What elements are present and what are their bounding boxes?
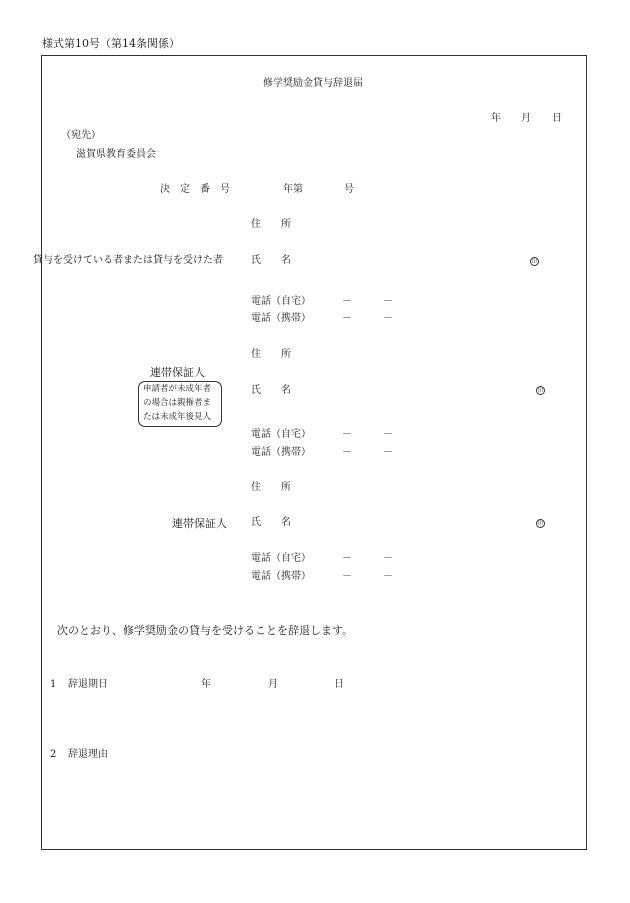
borrower-phone-home-label: 電話（自宅） [251,296,311,307]
guarantor1-phone-home-dash-1: － [342,429,352,440]
guarantor1-role: 連帯保証人 [150,366,205,379]
item1-day: 日 [334,679,344,690]
guarantor1-phone-mobile-dash-1: － [342,447,352,458]
guarantor2-phone-home-dash-1: － [342,553,352,564]
item1-year: 年 [201,679,211,690]
guarantor1-seal-icon: 印 [537,388,543,394]
item1-number: 1 [50,679,57,690]
guarantor2-phone-home-label: 電話（自宅） [251,553,311,564]
borrower-phone-home-dash-1: － [342,296,352,307]
guarantor2-phone-home-dash-2: － [383,553,393,564]
guarantor2-phone-mobile-label: 電話（携帯） [251,571,311,582]
guarantor1-name-label: 氏 名 [251,385,291,396]
borrower-role: 貸与を受けている者または貸与を受けた者 [33,255,223,266]
item2-number: 2 [50,749,57,760]
guarantor1-note-line2: の場合は親権者ま [143,398,212,408]
guarantor1-address-label: 住 所 [251,349,291,360]
guarantor2-phone-mobile-dash-1: － [342,571,352,582]
date-day: 日 [552,113,562,124]
guarantor2-phone-mobile-dash-2: － [383,571,393,582]
borrower-phone-mobile-dash-1: － [342,313,352,324]
guarantor1-note-line1: 申請者が未成年者 [143,384,212,394]
addressee: 滋賀県教育委員会 [76,149,156,160]
date-month: 月 [521,113,531,124]
borrower-phone-home-dash-2: － [383,296,393,307]
borrower-name-label: 氏 名 [251,255,291,266]
guarantor2-address-label: 住 所 [251,482,291,493]
guarantor1-phone-mobile-dash-2: － [383,447,393,458]
borrower-phone-mobile-label: 電話（携帯） [251,313,311,324]
guarantor1-phone-home-label: 電話（自宅） [251,429,311,440]
form-number: 様式第10号（第14条関係） [42,37,180,50]
addressee-label: （宛先） [61,130,101,141]
borrower-phone-mobile-dash-2: － [383,313,393,324]
decision-number-label: 決 定 番 号 [160,184,230,195]
guarantor2-name-label: 氏 名 [251,517,291,528]
decision-number-suffix: 号 [344,184,354,195]
date-year: 年 [491,113,501,124]
guarantor2-role: 連帯保証人 [172,517,227,530]
guarantor1-phone-mobile-label: 電話（携帯） [251,447,311,458]
form-frame [41,55,587,850]
borrower-seal-icon: 印 [531,259,537,265]
document-title: 修学奨励金貸与辞退届 [263,78,363,89]
guarantor2-seal-icon: 印 [537,521,543,527]
guarantor1-note-line3: たは未成年後見人 [143,412,212,422]
item1-label: 辞退期日 [68,679,108,690]
decision-year-label: 年第 [283,184,303,195]
item1-month: 月 [268,679,278,690]
item2-label: 辞退理由 [68,749,108,760]
guarantor1-phone-home-dash-2: － [383,429,393,440]
borrower-address-label: 住 所 [251,219,291,230]
statement-text: 次のとおり、修学奨励金の貸与を受けることを辞退します。 [57,624,354,637]
